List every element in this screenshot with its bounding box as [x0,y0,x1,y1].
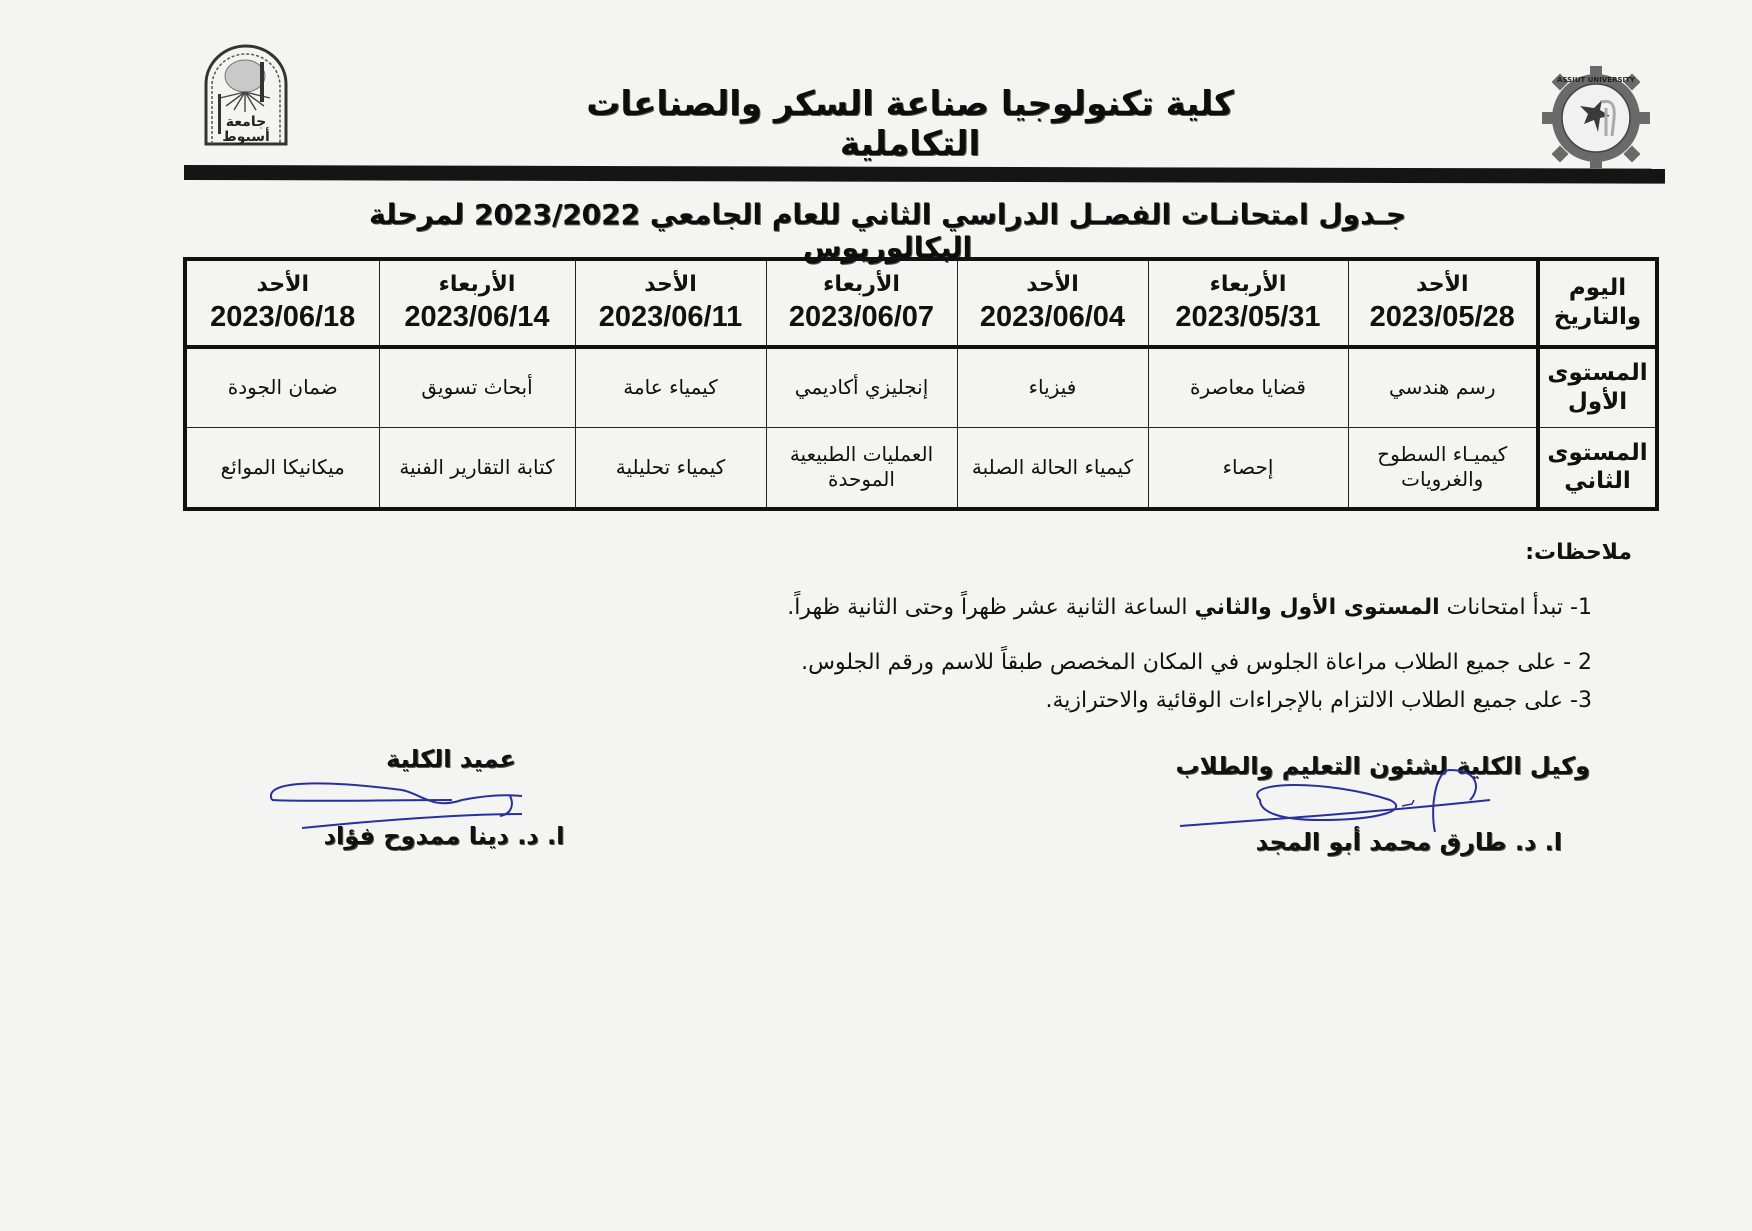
exam-cell: كيمياء الحالة الصلبة [957,427,1148,509]
dean-signature [262,770,562,830]
svg-text:جامعة: جامعة [225,114,267,130]
notes-title: ملاحظات: [1525,540,1632,565]
date-column-header: الأربعاء 2023/06/14 [379,259,575,347]
svg-text:أسيوط: أسيوط [222,129,270,145]
svg-text:ASSIUT UNIVERSITY: ASSIUT UNIVERSITY [1557,76,1635,84]
exam-cell: العمليات الطبيعية الموحدة [766,427,957,509]
vice-dean-name: ا. د. طارق محمد أبو المجد [1255,828,1562,856]
corner-label: اليوم والتاريخ [1538,259,1657,347]
exam-cell: كيميـاء السطوح والغرويات [1348,427,1538,509]
faculty-gear-logo [1540,62,1652,168]
date-column-header: الأربعاء 2023/06/07 [766,259,957,347]
row-label: المستوى الأول [1538,347,1657,427]
exam-cell: فيزياء [957,347,1148,427]
note-item: 1- تبدأ امتحانات المستوى الأول والثاني الساعة الثانية عشر ظهراً وحتى الثانية ظهراً. [787,595,1592,620]
table-header-row [185,259,1657,347]
exam-cell: كيمياء تحليلية [575,427,766,509]
exam-cell: كيمياء عامة [575,347,766,427]
exam-cell: كتابة التقارير الفنية [379,427,575,509]
exam-cell: ميكانيكا الموائع [185,427,379,509]
date-column-header: الأحد 2023/06/11 [575,259,766,347]
note-item: 2 - على جميع الطلاب مراعاة الجلوس في المكان المخصص طبقاً للاسم ورقم الجلوس. [801,650,1592,675]
exam-cell: أبحاث تسويق [379,347,575,427]
exam-cell: ضمان الجودة [185,347,379,427]
exam-cell: إنجليزي أكاديمي [766,347,957,427]
date-column-header: الأحد 2023/05/28 [1348,259,1538,347]
table-row-level-2 [185,427,1657,509]
dean-name: ا. د. دينا ممدوح فؤاد [323,822,565,850]
document-title: جـدول امتحانـات الفصـل الدراسي الثاني للعام الجامعي 2023/2022 لمرحلة البكالوريوس [368,198,1407,264]
date-column-header: الأحد 2023/06/18 [185,259,379,347]
table-row-level-1 [185,347,1657,427]
exam-schedule-table [183,257,1659,511]
dean-title: عميد الكلية [386,745,516,773]
date-column-header: الأربعاء 2023/05/31 [1148,259,1348,347]
exam-cell: قضايا معاصرة [1148,347,1348,427]
vice-dean-title: وكيل الكلية لشئون التعليم والطلاب [1175,752,1590,780]
assiut-university-logo [200,44,292,146]
college-name: كلية تكنولوجيا صناعة السكر والصناعات التكاملية [586,84,1234,164]
date-column-header: الأحد 2023/06/04 [957,259,1148,347]
header-divider [184,165,1665,184]
exam-cell: إحصاء [1148,427,1348,509]
exam-cell: رسم هندسي [1348,347,1538,427]
row-label: المستوى الثاني [1538,427,1657,509]
note-item: 3- على جميع الطلاب الالتزام بالإجراءات الوقائية والاحترازية. [1045,688,1592,713]
